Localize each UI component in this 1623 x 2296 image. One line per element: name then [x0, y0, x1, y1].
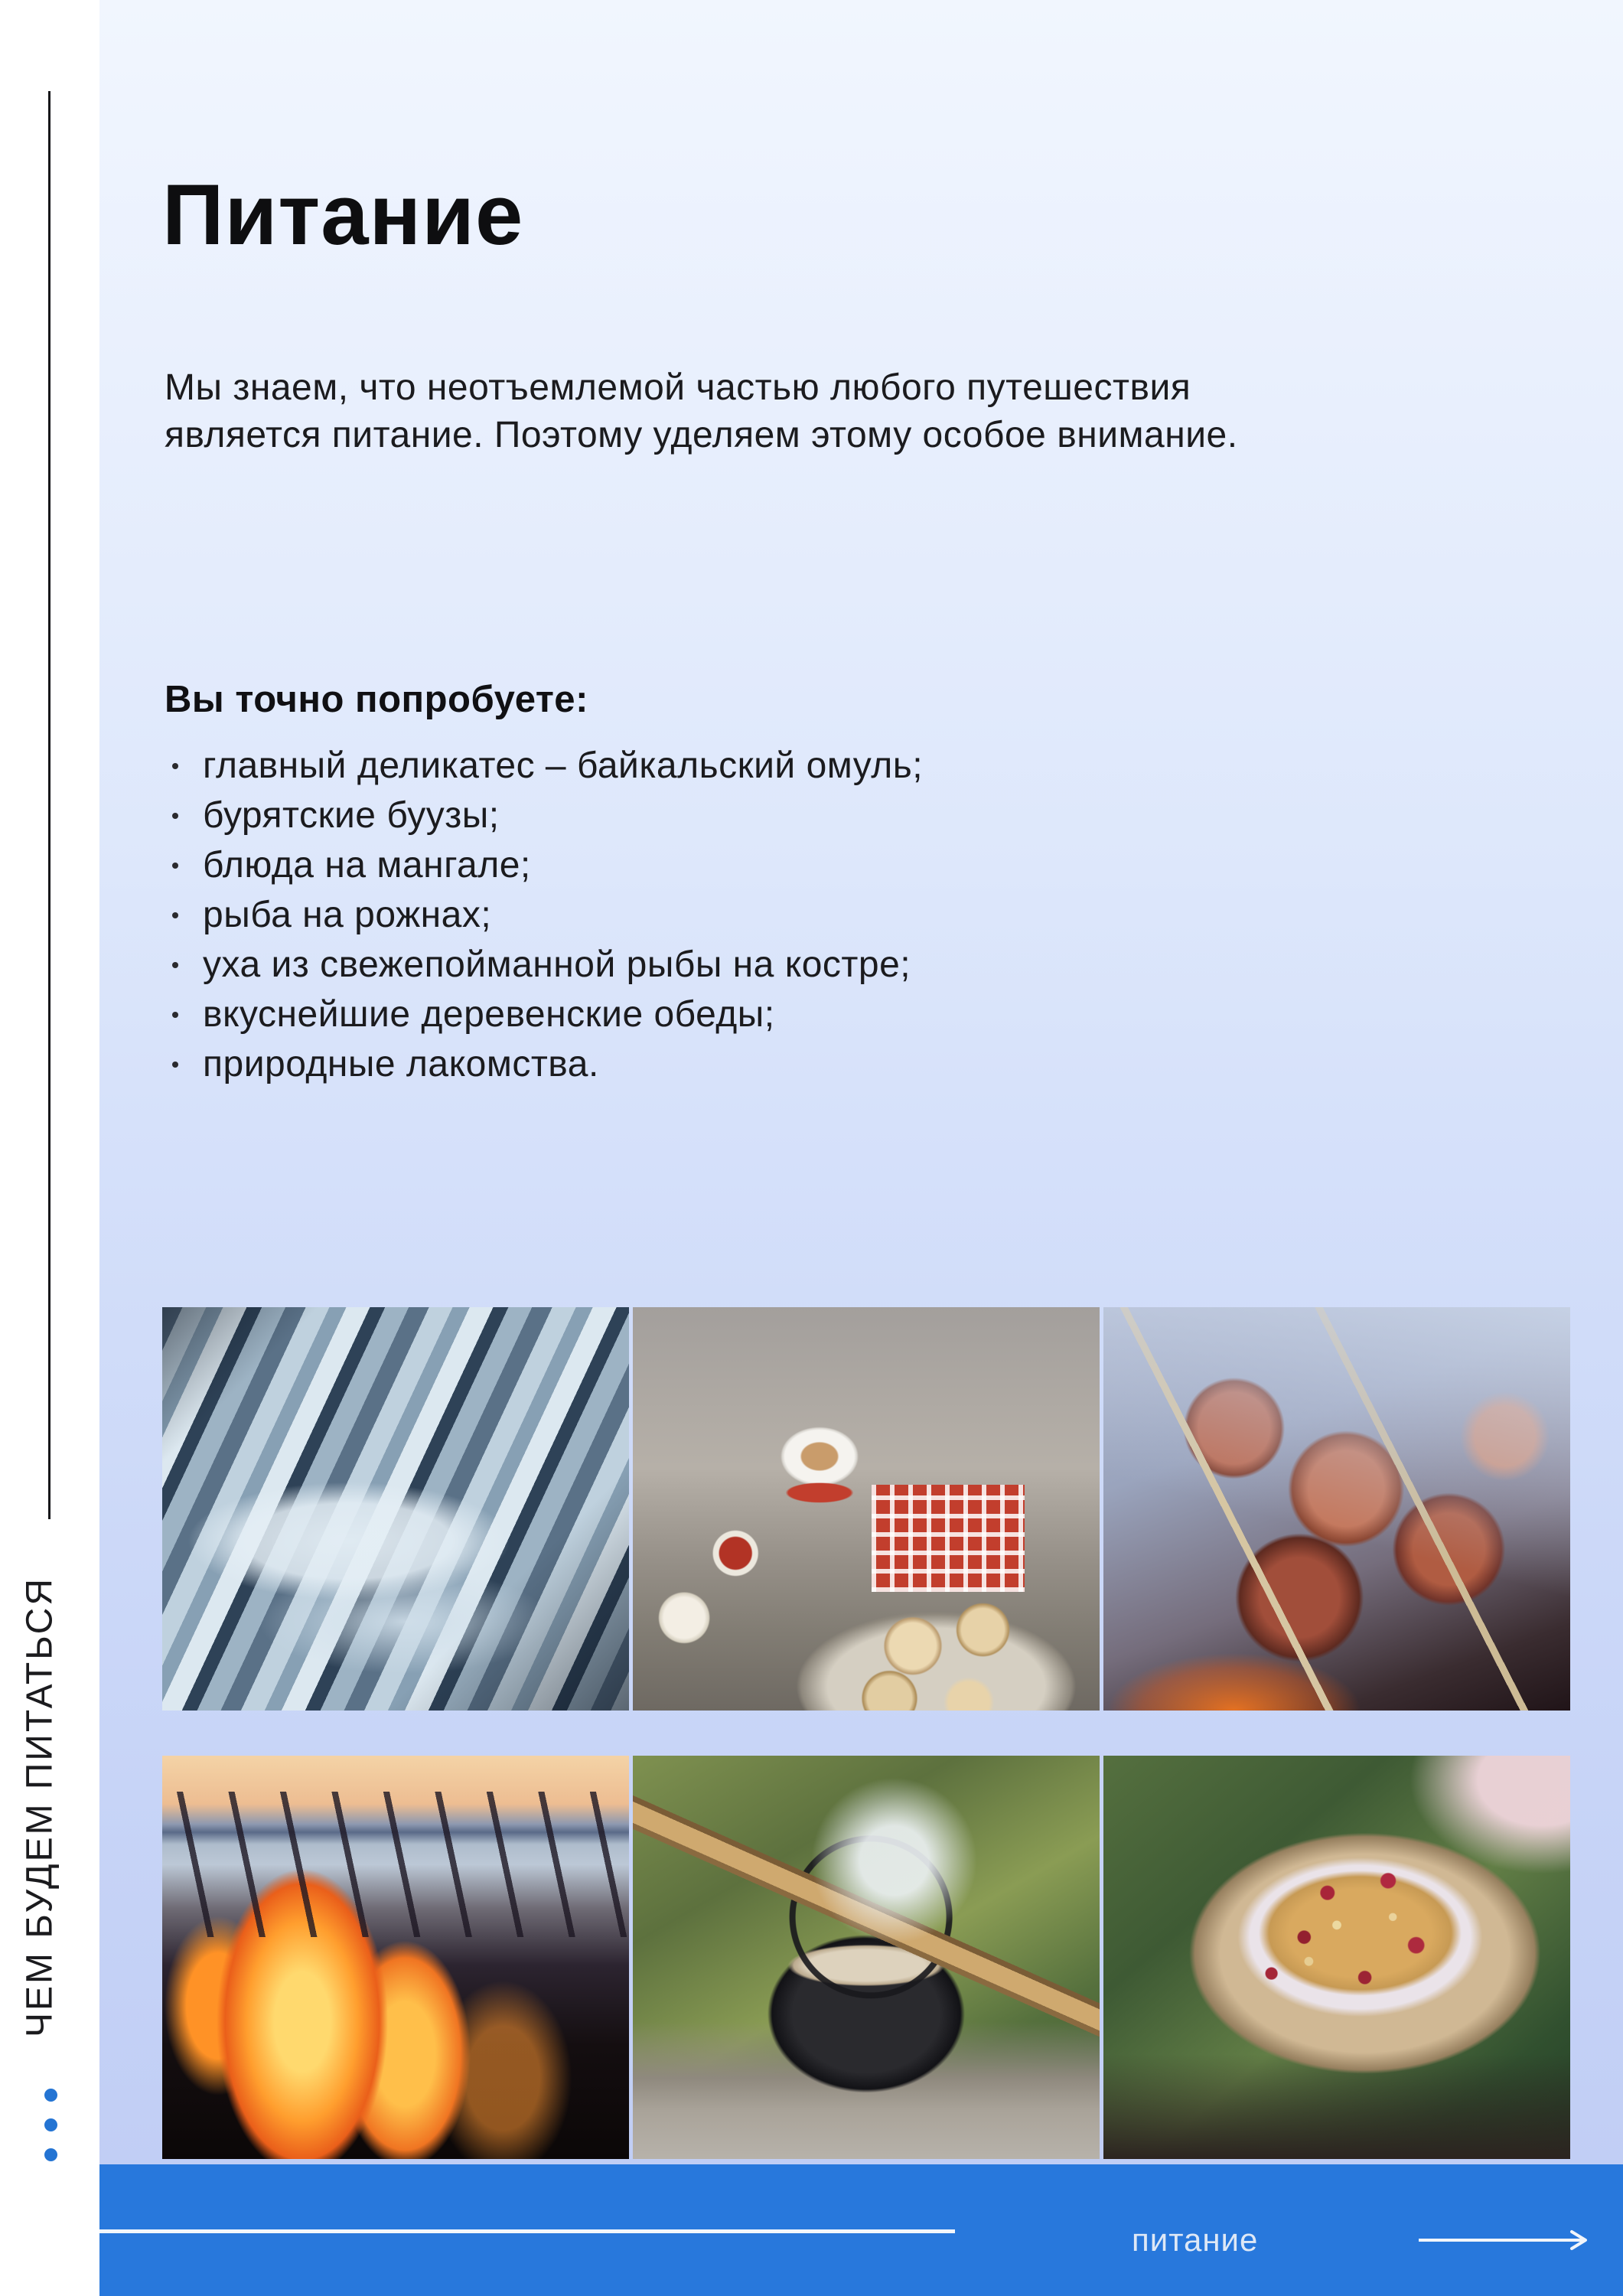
page-dot[interactable]: [44, 2118, 57, 2131]
photo-fish-on-stakes-campfire: [162, 1756, 629, 2159]
next-arrow-icon[interactable]: [1417, 2229, 1592, 2252]
footer-section-label: питание: [1132, 2222, 1259, 2258]
list-item: бурятские буузы;: [165, 791, 1465, 840]
intro-paragraph: Мы знаем, что неотъемлемой частью любого путешествия является питание. Поэтому уделяем этому особое внимание.: [165, 367, 1238, 455]
page-title: Питание: [162, 167, 524, 263]
list-item: главный деликатес – байкальский омуль;: [165, 741, 1465, 791]
page-dots: [44, 2089, 60, 2178]
left-rail-line: [48, 91, 51, 1519]
list-item: уха из свежепойманной рыбы на костре;: [165, 940, 1465, 990]
section-vertical-label: ЧЕМ БУДЕМ ПИТАТЬСЯ: [19, 1577, 60, 2037]
food-list: [165, 741, 1465, 1089]
footer: [99, 2164, 1623, 2296]
photo-grid: [162, 1307, 1570, 2159]
photo-buryat-buuzy-with-tea: [633, 1307, 1100, 1711]
list-heading: Вы точно попробуете:: [165, 678, 588, 720]
photo-pine-nut-berry-dessert: [1103, 1756, 1570, 2159]
page-dot[interactable]: [44, 2089, 57, 2102]
photo-grilled-meat-skewers: [1103, 1307, 1570, 1711]
footer-divider-line: [99, 2229, 955, 2233]
list-item: рыба на рожнах;: [165, 890, 1465, 940]
list-item: блюда на мангале;: [165, 840, 1465, 890]
list-item: природные лакомства.: [165, 1039, 1465, 1089]
page-dot[interactable]: [44, 2148, 57, 2161]
photo-fish-soup-cauldron: [633, 1756, 1100, 2159]
list-item: вкуснейшие деревенские обеды;: [165, 990, 1465, 1039]
photo-baikal-omul-fish-pile: [162, 1307, 629, 1711]
